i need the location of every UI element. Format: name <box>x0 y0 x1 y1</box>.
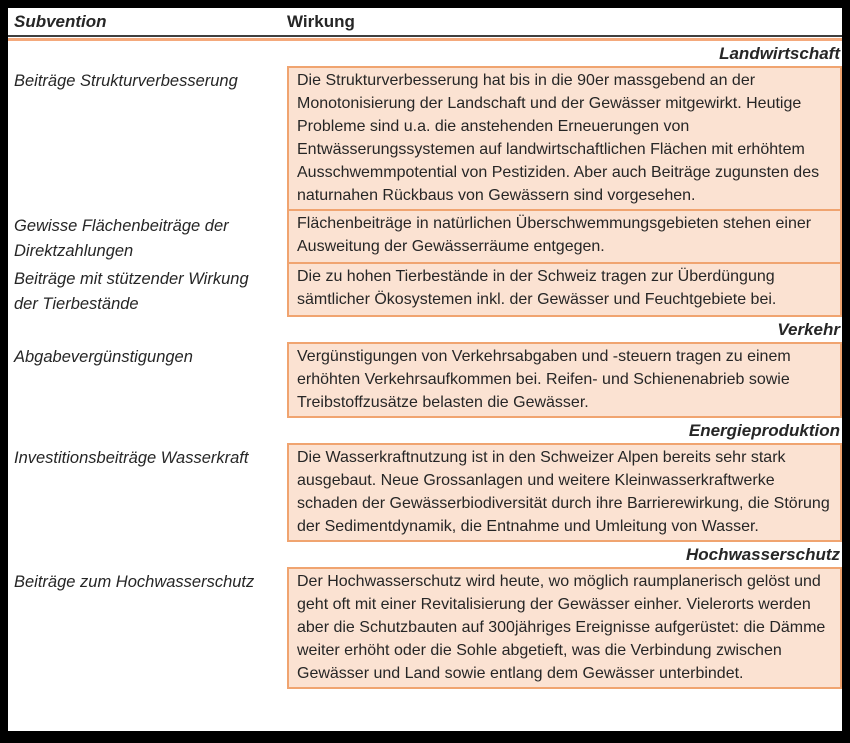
section-title-hochwasserschutz: Hochwasserschutz <box>686 545 840 564</box>
table-row <box>8 211 842 264</box>
wirkung-cell: Der Hochwasserschutz wird heute, wo möglich raumplanerisch gelöst und geht oft mit einer Revitalisierung der Gewässer einher. Vielerorts werden aber die Schutzbauten auf 300jähriges Ereignisse aufgerüstet: die Dämme weiter erhöht oder die Sohle abgetieft, was die Verbindung zwischen Gewässer und Land sowie entlang dem Gewässer unterbindet. <box>287 567 842 689</box>
wirkung-cell: Die Wasserkraftnutzung ist in den Schweizer Alpen bereits sehr stark ausgebaut. Neue Grossanlagen und weitere Kleinwasserkraftwerke schaden der Gewässerbiodiversität durch ihre Barrierewirkung, die Störung der Sedimentdynamik, die Entnahme und Umleitung von Wasser. <box>287 443 842 542</box>
subvention-label: Abgabevergünstigungen <box>14 348 193 366</box>
wirkung-cell: Vergünstigungen von Verkehrsabgaben und -steuern tragen zu einem erhöhten Verkehrsaufkommen bei. Reifen- und Schienenabrieb sowie Treibstoffzusätze belasten die Gewässer. <box>287 342 842 418</box>
wirkung-cell: Die Strukturverbesserung hat bis in die 90er massgebend an der Monotonisierung der Landschaft und der Gewässer mitgewirkt. Heutige Probleme sind u.a. die anstehenden Erneuerungen von Entwässerungssystemen auf landwirtschaftlichen Flächen mit erhöhtem Ausschwemmpotential von Pestiziden. Aber auch Beiträge zugunsten des naturnahen Rückbaus von Gewässern sind vorgesehen. <box>287 66 842 211</box>
wirkung-cell: Die zu hohen Tierbestände in der Schweiz tragen zur Überdüngung sämtlicher Ökosystemen inkl. der Gewässer und Feuchtgebiete bei. <box>287 264 842 317</box>
subvention-label: Beiträge zum Hochwasserschutz <box>14 573 255 591</box>
section-title-verkehr: Verkehr <box>777 320 840 339</box>
table-row <box>8 342 842 418</box>
table-row <box>8 567 842 689</box>
column-header-wirkung: Wirkung <box>287 12 355 31</box>
subvention-label: Beiträge mit stützender Wirkung der Tierbestände <box>14 270 249 313</box>
wirkung-cell: Flächenbeiträge in natürlichen Überschwemmungsgebieten stehen einer Ausweitung der Gewässerräume entgegen. <box>287 211 842 264</box>
subvention-label: Investitionsbeiträge Wasserkraft <box>14 449 249 467</box>
table-row <box>8 66 842 211</box>
subvention-label: Gewisse Flächenbeiträge der Direktzahlungen <box>14 217 229 260</box>
column-header-subvention: Subvention <box>14 12 107 31</box>
subvention-label: Beiträge Strukturverbesserung <box>14 72 238 90</box>
table-header-row <box>8 8 842 35</box>
header-divider-dark-rule <box>8 35 842 37</box>
section-title-landwirtschaft: Landwirtschaft <box>719 44 840 63</box>
section-title-energieproduktion: Energieproduktion <box>688 421 840 440</box>
table-row <box>8 264 842 317</box>
table-row <box>8 443 842 542</box>
